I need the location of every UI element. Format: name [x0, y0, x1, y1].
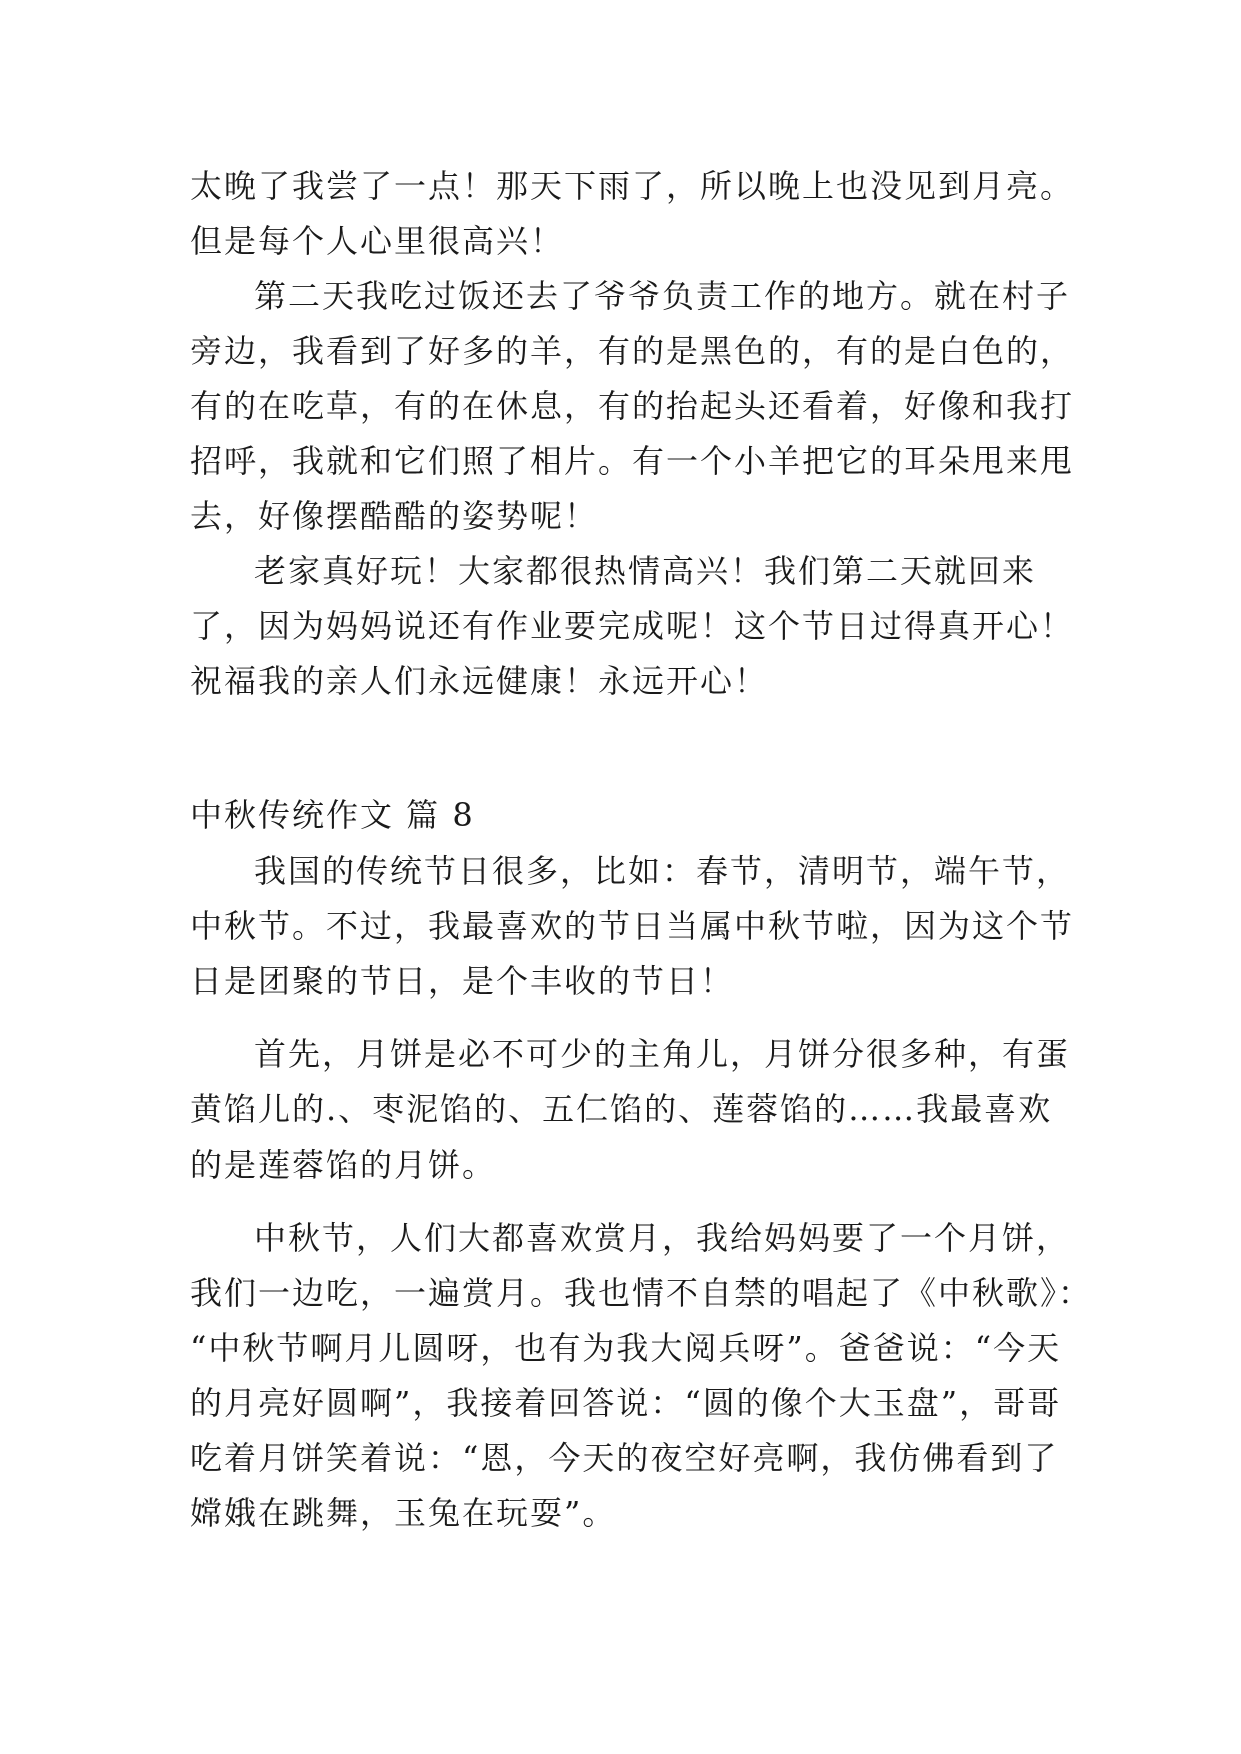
paragraph-first-line: 首先，月饼是必不可少的主角儿，月饼分很多种，有蛋 [254, 1035, 1071, 1073]
text-line: 有的在吃草，有的在休息，有的抬起头还看着，好像和我打 [190, 387, 1075, 425]
paragraph-first-line: 老家真好玩！大家都很热情高兴！我们第二天就回来 [254, 552, 1037, 590]
text-line: 的是莲蓉馅的月饼。 [190, 1146, 497, 1184]
section-title: 中秋传统作文 篇 8 [190, 796, 475, 834]
text-line: 了，因为妈妈说还有作业要完成呢！这个节日过得真开心！ [190, 607, 1075, 645]
text-line: 吃着月饼笑着说：“恩，今天的夜空好亮啊，我仿佛看到了 [190, 1439, 1059, 1477]
text-line: 日是团聚的节日，是个丰收的节日！ [190, 962, 735, 1000]
text-line: 旁边，我看到了好多的羊，有的是黑色的，有的是白色的， [190, 332, 1075, 370]
text-line: 黄馅儿的.、枣泥馅的、五仁馅的、莲蓉馅的……我最喜欢 [190, 1090, 1053, 1128]
text-line: 招呼，我就和它们照了相片。有一个小羊把它的耳朵甩来甩 [190, 442, 1075, 480]
paragraph-first-line: 中秋节，人们大都喜欢赏月，我给妈妈要了一个月饼， [254, 1219, 1071, 1257]
text-line: 嫦娥在跳舞，玉兔在玩耍”。 [190, 1494, 617, 1532]
text-line: “中秋节啊月儿圆呀，也有为我大阅兵呀”。爸爸说：“今天 [190, 1329, 1062, 1367]
text-line: 太晚了我尝了一点！那天下雨了，所以晚上也没见到月亮。 [190, 167, 1075, 205]
text-line: 的月亮好圆啊”，我接着回答说：“圆的像个大玉盘”，哥哥 [190, 1384, 1062, 1422]
text-line: 但是每个人心里很高兴！ [190, 222, 565, 260]
text-line: 祝福我的亲人们永远健康！永远开心！ [190, 662, 769, 700]
text-line: 我们一边吃，一遍赏月。我也情不自禁的唱起了《中秋歌》： [190, 1274, 1093, 1312]
text-line: 中秋节。不过，我最喜欢的节日当属中秋节啦，因为这个节 [190, 907, 1075, 945]
paragraph-first-line: 第二天我吃过饭还去了爷爷负责工作的地方。就在村子 [254, 277, 1071, 315]
paragraph-first-line: 我国的传统节日很多，比如：春节，清明节，端午节， [254, 852, 1071, 890]
text-line: 去，好像摆酷酷的姿势呢！ [190, 497, 599, 535]
